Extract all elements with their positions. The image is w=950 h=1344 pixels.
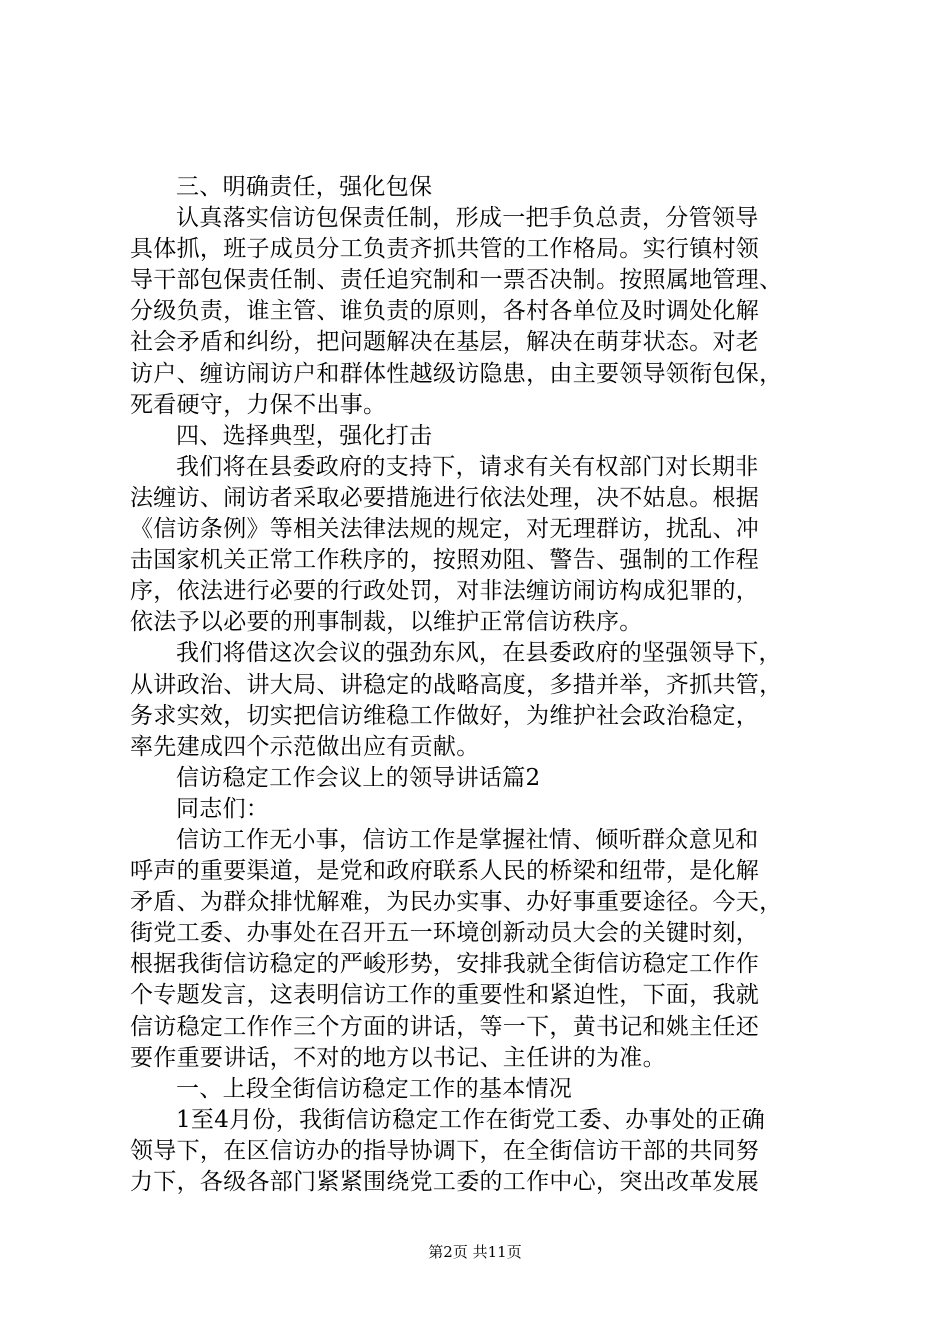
section-heading: 三、明确责任，强化包保 xyxy=(176,174,433,200)
paragraph-line: 《信访条例》等相关法律法规的规定，对无理群访，扰乱、冲 xyxy=(130,516,760,543)
paragraph-line: 呼声的重要渠道，是党和政府联系人民的桥梁和纽带，是化解 xyxy=(130,858,760,885)
paragraph-line: 击国家机关正常工作秩序的，按照劝阻、警告、强制的工作程 xyxy=(130,547,760,574)
paragraph-line: 信访稳定工作作三个方面的讲话，等一下，黄书记和姚主任还 xyxy=(130,1013,760,1040)
page-number-footer: 第2页 共11页 xyxy=(428,1243,522,1261)
paragraph-line: 具体抓，班子成员分工负责齐抓共管的工作格局。实行镇村领 xyxy=(130,236,760,263)
paragraph-line: 矛盾、为群众排忧解难，为民办实事、办好事重要途径。今天， xyxy=(130,889,783,916)
paragraph-line: 访户、缠访闹访户和群体性越级访隐患，由主要领导领衔包保， xyxy=(130,360,783,387)
paragraph-line: 我们将在县委政府的支持下，请求有关有权部门对长期非 xyxy=(176,453,759,480)
paragraph-line: 分级负责，谁主管、谁负责的原则，各村各单位及时调处化解 xyxy=(130,298,760,325)
paragraph-line: 我们将借这次会议的强劲东风，在县委政府的坚强领导下， xyxy=(176,640,782,667)
paragraph-line: 领导下，在区信访办的指导协调下，在全街信访干部的共同努 xyxy=(130,1137,760,1164)
salutation: 同志们： xyxy=(176,795,270,822)
paragraph-line: 依法予以必要的刑事制裁，以维护正常信访秩序。 xyxy=(130,609,643,636)
paragraph-line: 法缠访、闹访者采取必要措施进行依法处理，决不姑息。根据 xyxy=(130,484,760,511)
paragraph-line: 率先建成四个示范做出应有贡献。 xyxy=(130,733,480,760)
paragraph-line: 序，依法进行必要的行政处罚，对非法缠访闹访构成犯罪的， xyxy=(130,578,760,605)
speech-title: 信访稳定工作会议上的领导讲话篇2 xyxy=(176,764,541,791)
paragraph-line: 导干部包保责任制、责任追究制和一票否决制。按照属地管理、 xyxy=(130,267,783,294)
paragraph-line: 1至4月份，我街信访稳定工作在街党工委、办事处的正确 xyxy=(176,1106,766,1133)
paragraph-line: 务求实效，切实把信访维稳工作做好，为维护社会政治稳定， xyxy=(130,702,760,729)
paragraph-line: 信访工作无小事，信访工作是掌握社情、倾听群众意见和 xyxy=(176,826,759,853)
paragraph-line: 社会矛盾和纠纷，把问题解决在基层，解决在萌芽状态。对老 xyxy=(130,329,760,356)
paragraph-line: 个专题发言，这表明信访工作的重要性和紧迫性，下面，我就 xyxy=(130,982,760,1009)
section-heading: 四、选择典型，强化打击 xyxy=(176,422,433,449)
document-body xyxy=(130,172,830,1198)
paragraph-line: 死看硬守，力保不出事。 xyxy=(130,391,387,418)
paragraph-line: 力下，各级各部门紧紧围绕党工委的工作中心，突出改革发展 xyxy=(130,1169,760,1195)
paragraph-line: 认真落实信访包保责任制，形成一把手负总责，分管领导 xyxy=(176,205,759,232)
section-heading: 一、上段全街信访稳定工作的基本情况 xyxy=(176,1075,573,1102)
paragraph-line: 根据我街信访稳定的严峻形势，安排我就全街信访稳定工作作 xyxy=(130,951,760,978)
paragraph-line: 街党工委、办事处在召开五一环境创新动员大会的关键时刻， xyxy=(130,920,760,947)
paragraph-line: 从讲政治、讲大局、讲稳定的战略高度，多措并举，齐抓共管， xyxy=(130,671,783,698)
paragraph-line: 要作重要讲话，不对的地方以书记、主任讲的为准。 xyxy=(130,1044,666,1071)
